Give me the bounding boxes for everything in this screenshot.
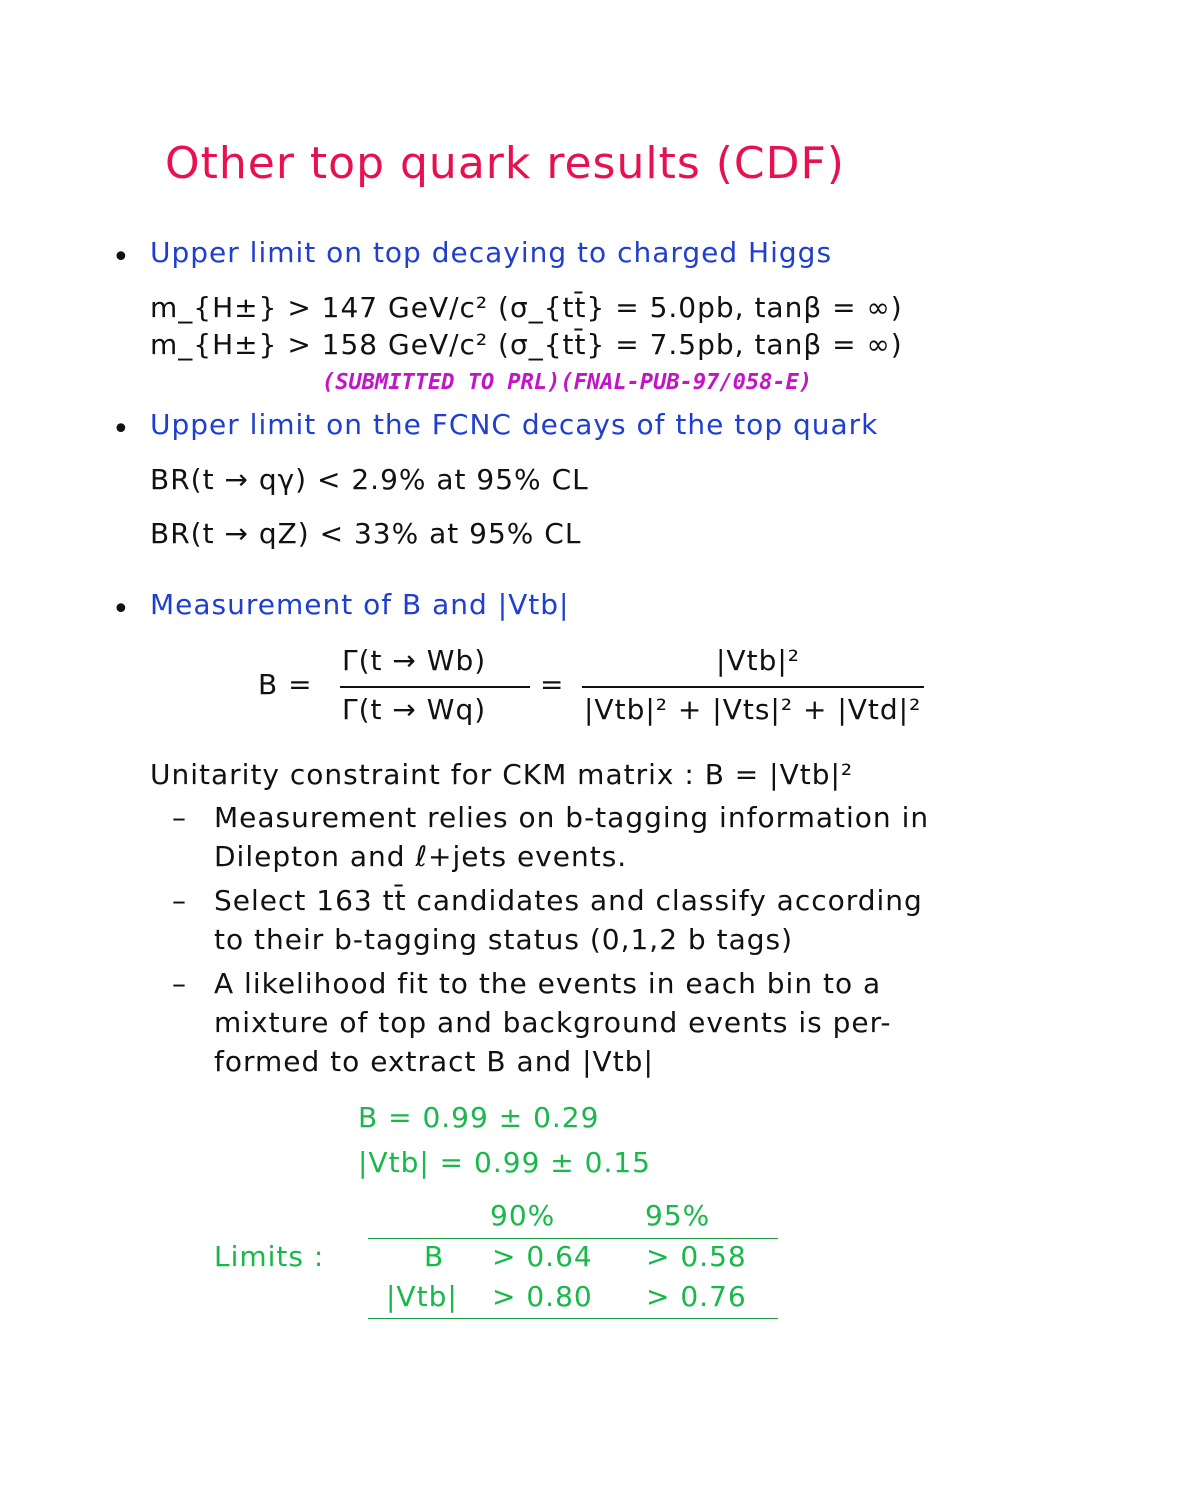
fcnc-limit-gamma: BR(t → qγ) < 2.9% at 95% CL (150, 463, 589, 496)
fcnc-heading: Upper limit on the FCNC decays of the top quark (150, 408, 879, 441)
dash-marker: – (172, 884, 186, 917)
limits-col-95: 95% (645, 1199, 711, 1232)
fcnc-limit-z: BR(t → qZ) < 33% at 95% CL (150, 517, 582, 550)
equation-lhs: B = (258, 668, 313, 701)
limits-row-vtb-95: > 0.76 (646, 1280, 747, 1313)
sub-item-1-line-2: Dilepton and ℓ+jets events. (214, 840, 628, 873)
bullet-dot: • (112, 412, 130, 447)
limits-label: Limits : (214, 1240, 325, 1273)
higgs-limit-2: m_{H±} > 158 GeV/c² (σ_{tt̄} = 7.5pb, tanβ = ∞) (150, 328, 903, 361)
limits-row-b-95: > 0.58 (646, 1240, 747, 1273)
handwritten-note: (SUBMITTED TO PRL)(FNAL-PUB-97/058-E) (322, 370, 813, 395)
bullet-dot: • (112, 592, 130, 627)
equation-equals: = (540, 668, 565, 701)
fraction-bar-1 (340, 686, 530, 688)
higgs-heading: Upper limit on top decaying to charged Higgs (150, 236, 833, 269)
limits-row-b-name: B (424, 1240, 445, 1273)
vtb-heading: Measurement of B and |Vtb| (150, 588, 570, 621)
equation-numerator-1: Γ(t → Wb) (342, 644, 487, 677)
limits-col-90: 90% (490, 1199, 556, 1232)
sub-item-2-line-2: to their b-tagging status (0,1,2 b tags) (214, 923, 794, 956)
sub-item-1-line-1: Measurement relies on b-tagging information in (214, 801, 930, 834)
bullet-dot: • (112, 240, 130, 275)
equation-numerator-2: |Vtb|² (716, 644, 800, 677)
limits-row-vtb-name: |Vtb| (386, 1280, 458, 1313)
higgs-limit-1: m_{H±} > 147 GeV/c² (σ_{tt̄} = 5.0pb, tanβ = ∞) (150, 291, 903, 324)
result-vtb: |Vtb| = 0.99 ± 0.15 (358, 1146, 651, 1179)
result-b: B = 0.99 ± 0.29 (358, 1101, 600, 1134)
sub-item-3-line-2: mixture of top and background events is per- (214, 1006, 892, 1039)
limits-row-vtb-90: > 0.80 (492, 1280, 593, 1313)
slide-title: Other top quark results (CDF) (165, 138, 845, 189)
equation-denominator-1: Γ(t → Wq) (342, 693, 487, 726)
limits-rule-top (368, 1238, 778, 1239)
sub-item-2-line-1: Select 163 tt̄ candidates and classify according (214, 884, 923, 917)
fraction-bar-2 (582, 686, 924, 688)
sub-item-3-line-3: formed to extract B and |Vtb| (214, 1045, 654, 1078)
unitarity-constraint: Unitarity constraint for CKM matrix : B = |Vtb|² (150, 758, 854, 791)
dash-marker: – (172, 801, 186, 834)
sub-item-3-line-1: A likelihood fit to the events in each bin to a (214, 967, 882, 1000)
limits-rule-bottom (368, 1318, 778, 1319)
limits-row-b-90: > 0.64 (492, 1240, 593, 1273)
dash-marker: – (172, 967, 186, 1000)
equation-denominator-2: |Vtb|² + |Vts|² + |Vtd|² (584, 693, 922, 726)
